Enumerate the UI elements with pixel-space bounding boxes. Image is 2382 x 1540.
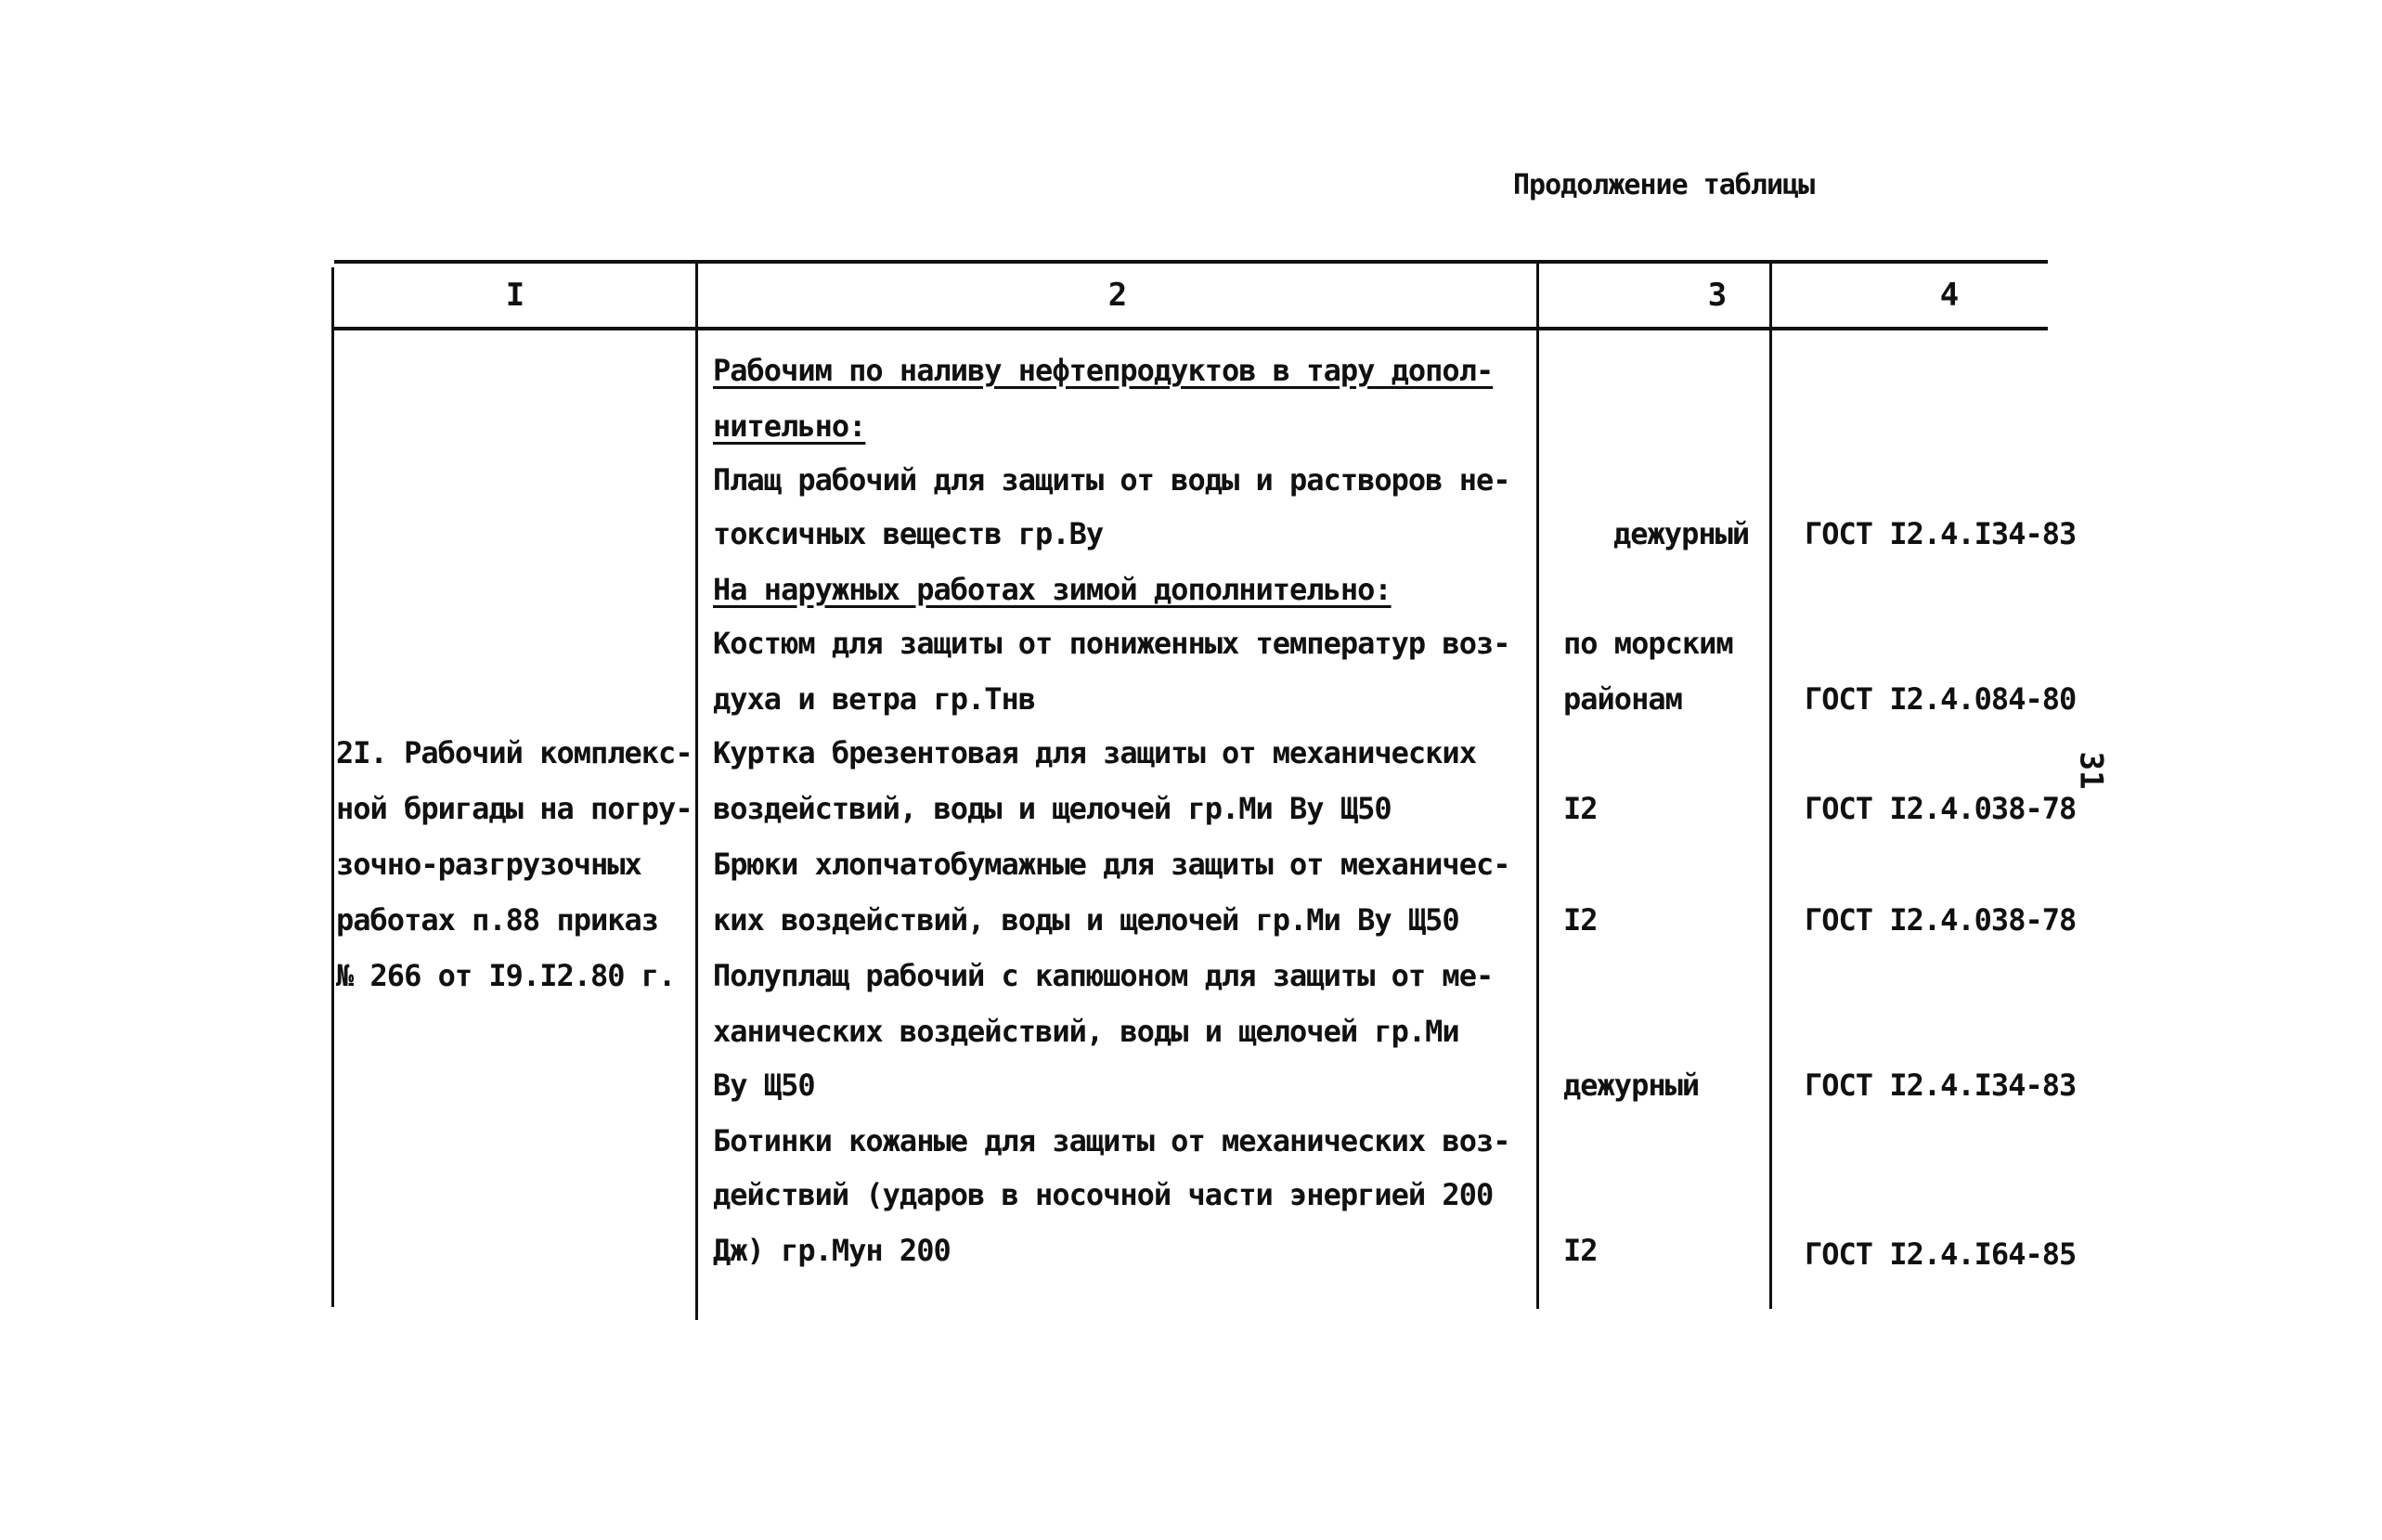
header-col-4: 4 <box>1939 277 1960 314</box>
col4-line: ГОСТ I2.4.I64-85 <box>1805 1236 2077 1272</box>
table-top-rule <box>334 260 2048 264</box>
col2-line: воздействий, воды и щелочей гр.Ми Ву Щ50 <box>713 791 1392 826</box>
col3-line: районам <box>1563 681 1682 717</box>
col1-line: № 266 от I9.I2.80 г. <box>336 958 676 993</box>
col2-line: нительно: <box>713 408 866 444</box>
col3-line: I2 <box>1563 1233 1598 1268</box>
col2-line: ханических воздействий, воды и щелочей гр.Ми <box>713 1014 1459 1049</box>
col1-line: работах п.88 приказ <box>336 902 659 938</box>
col2-line: действий (ударов в носочной части энергией 200 <box>713 1177 1494 1212</box>
col2-line: ких воздействий, воды и щелочей гр.Ми Ву Щ50 <box>713 902 1459 938</box>
col2-line: Плащ рабочий для защиты от воды и растворов не- <box>713 462 1510 498</box>
col-line-left <box>331 267 334 1307</box>
col4-line: ГОСТ I2.4.038-78 <box>1805 791 2077 826</box>
col3-line: дежурный <box>1563 1068 1700 1103</box>
col1-line: 2I. Рабочий комплекс- <box>336 735 693 770</box>
col2-line: Куртка брезентовая для защиты от механических <box>713 735 1476 770</box>
col2-line: Рабочим по наливу нефтепродуктов в тару допол- <box>713 353 1494 388</box>
col2-line: Брюки хлопчатобумажные для защиты от механичес- <box>713 847 1510 882</box>
col3-line: I2 <box>1563 791 1598 826</box>
page-number: 31 <box>2072 751 2110 790</box>
header-col-2: 2 <box>1107 277 1128 314</box>
col4-line: ГОСТ I2.4.I34-83 <box>1805 516 2077 551</box>
col4-line: ГОСТ I2.4.084-80 <box>1805 681 2077 717</box>
col2-line: Дж) гр.Мун 200 <box>713 1233 951 1268</box>
header-col-3: 3 <box>1707 277 1728 314</box>
col2-line: На наружных работах зимой дополнительно: <box>713 572 1392 607</box>
col2-line: Ботинки кожаные для защиты от механических воз- <box>713 1123 1510 1158</box>
table-header-rule <box>334 327 2048 330</box>
header-col-1: I <box>505 277 525 314</box>
col1-line: ной бригады на погру- <box>336 791 693 826</box>
col2-line: токсичных веществ гр.Ву <box>713 516 1104 551</box>
col3-line: дежурный <box>1613 516 1750 551</box>
col2-line: Ву Щ50 <box>713 1068 815 1103</box>
col-line-3-4 <box>1769 262 1772 1309</box>
col4-line: ГОСТ I2.4.038-78 <box>1805 902 2077 938</box>
col2-line: Полуплащ рабочий с капюшоном для защиты от ме- <box>713 958 1494 993</box>
col1-line: зочно-разгрузочных <box>336 847 641 882</box>
col2-line: духа и ветра гр.Тнв <box>713 681 1036 717</box>
col3-line: по морским <box>1563 626 1733 661</box>
col-line-1-2 <box>695 262 698 1320</box>
col4-line: ГОСТ I2.4.I34-83 <box>1805 1068 2077 1103</box>
col3-line: I2 <box>1563 902 1598 938</box>
continuation-title: Продолжение таблицы <box>1513 169 1815 201</box>
col2-line: Костюм для защиты от пониженных температур воз- <box>713 626 1510 661</box>
col-line-2-3 <box>1536 262 1539 1309</box>
